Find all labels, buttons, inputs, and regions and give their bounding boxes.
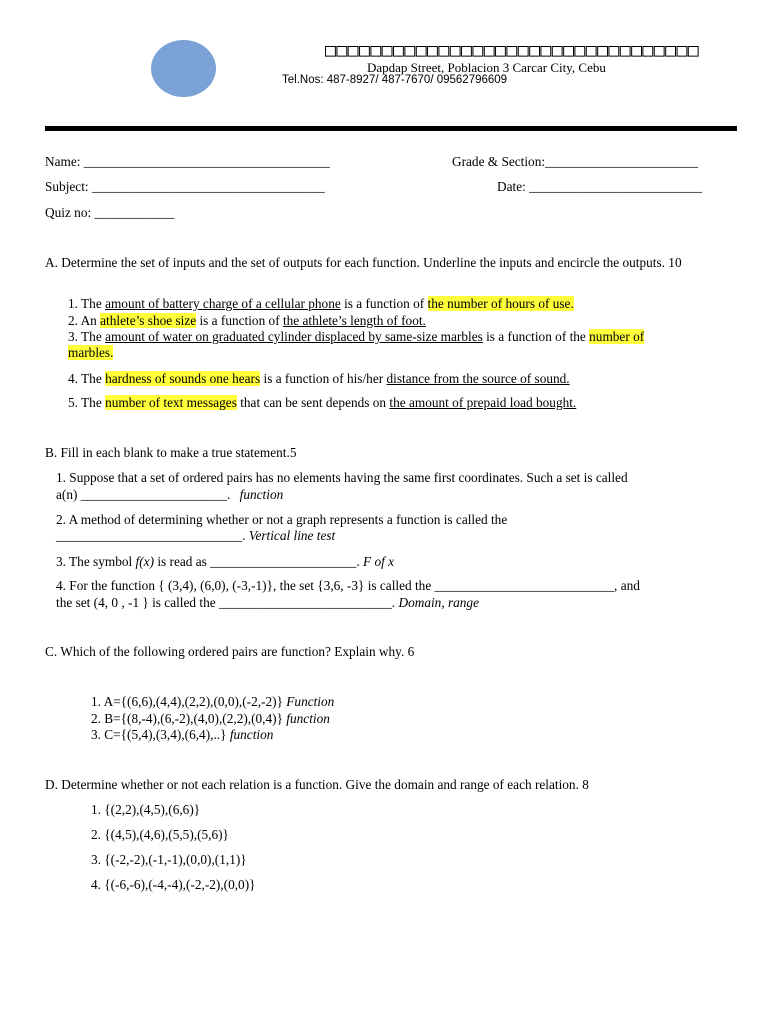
output-phrase: number of text messages <box>105 395 237 410</box>
connector-text: is a function of <box>344 296 425 311</box>
name-label: Name: <box>45 154 81 169</box>
subject-field <box>45 179 325 196</box>
date-field <box>497 179 702 196</box>
input-phrase: the athlete’s length of foot. <box>282 313 426 328</box>
input-phrase: the amount of prepaid load bought. <box>389 395 577 410</box>
answer-text: Domain, range <box>398 595 479 610</box>
section-d-item-4: 4. {(-6,-6),(-4,-4),(-2,-2),(0,0)} <box>91 877 256 892</box>
answer-text: function <box>239 487 284 502</box>
date-label: Date: <box>497 179 526 194</box>
output-phrase: marbles. <box>68 345 114 360</box>
quiz-no-blank: ____________ <box>94 205 175 220</box>
output-phrase: hardness of sounds one hears <box>105 371 261 386</box>
name-blank: _____________________________________ <box>83 154 330 169</box>
input-phrase: amount of battery charge of a cellular phone <box>105 296 341 311</box>
section-b-item-3 <box>56 554 394 571</box>
answer-text: Function <box>286 694 335 709</box>
section-a-item-4 <box>68 371 570 388</box>
header-divider <box>45 126 737 131</box>
school-address: Dapdap Street, Poblacion 3 Carcar City, Cebu <box>367 60 606 75</box>
section-c-instruction: C. Which of the following ordered pairs are function? Explain why. 6 <box>45 644 415 659</box>
blank-text: a(n) ______________________. <box>56 487 231 502</box>
quiz-no-label: Quiz no: <box>45 205 92 220</box>
input-phrase: amount of water on graduated cylinder displaced by same-size marbles <box>105 329 483 344</box>
answer-text: Vertical line test <box>248 528 336 543</box>
item-number: 3. The <box>68 329 102 344</box>
section-a-item-3-continued <box>68 345 113 362</box>
section-d-item-1: 1. {(2,2),(4,5),(6,6)} <box>91 802 201 817</box>
section-c-item-2 <box>91 711 330 728</box>
ordered-pairs: 3. C={(5,4),(3,4),(6,4),..} <box>91 727 227 742</box>
section-a-item-2 <box>68 313 426 330</box>
output-phrase: the number of hours of use. <box>427 296 574 311</box>
section-b-item-1-line-1: 1. Suppose that a set of ordered pairs has no elements having the same first coordinates. Such a set is called <box>56 470 628 485</box>
date-blank: __________________________ <box>529 179 702 194</box>
section-d-instruction: D. Determine whether or not each relation is a function. Give the domain and range of each relation. 8 <box>45 777 589 792</box>
section-b-item-4-line-2 <box>56 595 479 612</box>
subject-blank: ___________________________________ <box>91 179 325 194</box>
grade-section-field <box>452 154 698 171</box>
item-number: 1. The <box>68 296 102 311</box>
section-b-item-2-line-2 <box>56 528 335 545</box>
section-b-item-4-line-1: 4. For the function { (3,4), (6,0), (-3,-1)}, the set {3,6, -3} is called the ___________________________, and <box>56 578 640 593</box>
telephone-numbers: Tel.Nos: 487-8927/ 487-7670/ 09562796609 <box>282 74 508 86</box>
connector-text: that can be sent depends on <box>240 395 387 410</box>
section-a-item-5 <box>68 395 576 412</box>
section-a-item-1 <box>68 296 574 313</box>
blank-text: ____________________________. <box>56 528 246 543</box>
answer-text: function <box>286 711 330 726</box>
school-logo <box>151 40 216 97</box>
subject-label: Subject: <box>45 179 89 194</box>
answer-text: function <box>229 727 274 742</box>
ordered-pairs: 2. B={(8,-4),(6,-2),(4,0),(2,2),(0,4)} <box>91 711 283 726</box>
answer-text: F of x <box>363 554 395 569</box>
name-field <box>45 154 330 171</box>
item-number: 5. The <box>68 395 102 410</box>
item-number: 2. An <box>68 313 97 328</box>
connector-text: is a function of his/her <box>263 371 384 386</box>
section-d-item-2: 2. {(4,5),(4,6),(5,5),(5,6)} <box>91 827 229 842</box>
item-text: 3. The symbol <box>56 554 133 569</box>
section-c-item-1 <box>91 694 334 711</box>
quiz-no-field <box>45 205 174 222</box>
output-phrase: number of <box>589 329 645 344</box>
section-d-item-3: 3. {(-2,-2),(-1,-1),(0,0),(1,1)} <box>91 852 247 867</box>
blank-text: the set (4, 0 , -1 } is called the __________________________. <box>56 595 396 610</box>
connector-text: is a function of the <box>486 329 586 344</box>
connector-text: is a function of <box>199 313 280 328</box>
item-number: 4. The <box>68 371 102 386</box>
grade-section-label: Grade & Section: <box>452 154 546 169</box>
blank-text: is read as ______________________. <box>157 554 360 569</box>
section-c-item-3 <box>91 727 273 744</box>
ordered-pairs: 1. A={(6,6),(4,4),(2,2),(0,0),(-2,-2)} <box>91 694 283 709</box>
output-phrase: athlete’s shoe size <box>100 313 197 328</box>
function-symbol: f(x) <box>135 554 154 569</box>
input-phrase: distance from the source of sound. <box>386 371 570 386</box>
section-a-instruction: A. Determine the set of inputs and the set of outputs for each function. Underline the inputs and encircle the outputs. 10 <box>45 255 682 270</box>
section-b-item-2-line-1: 2. A method of determining whether or not a graph represents a function is called the <box>56 512 508 527</box>
section-a-item-3 <box>68 329 644 346</box>
section-b-item-1-line-2 <box>56 487 283 504</box>
school-name: □□□□□□□□□□□□□□□□□□□□□□□□□□□□□□□□□ <box>325 40 700 61</box>
section-b-instruction: B. Fill in each blank to make a true statement.5 <box>45 445 297 460</box>
grade-section-blank: _______________________ <box>545 154 698 169</box>
